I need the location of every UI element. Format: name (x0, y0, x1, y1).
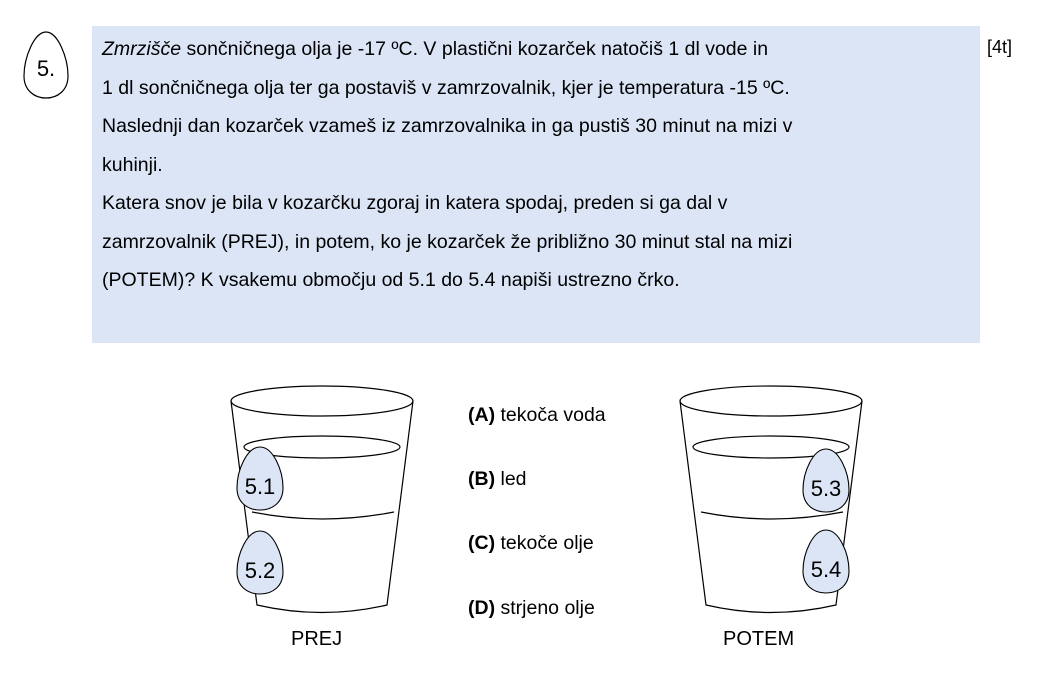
option-c-text: tekoče olje (495, 532, 594, 554)
question-line-4: kuhinji. (102, 153, 163, 176)
question-line-6: zamrzovalnik (PREJ), in potem, ko je kozarček že približno 30 minut stal na mizi (102, 230, 793, 253)
question-number-badge (22, 30, 70, 100)
region-label-5-1: 5.1 (244, 474, 276, 499)
points-label: [4t] (987, 37, 1013, 57)
option-b (468, 468, 527, 491)
question-line-5: Katera snov je bila v kozarčku zgoraj in katera spodaj, preden si ga dal v (102, 192, 728, 214)
question-number: 5. (36, 56, 56, 81)
question-line-2: 1 dl sončničnega olja ter ga postaviš v zamrzovalnik, kjer je temperatura -15 ºC. (102, 76, 790, 99)
option-a-letter: (A) (468, 404, 496, 426)
option-a-text: tekoča voda (495, 404, 606, 426)
region-marker-5-3[interactable] (803, 449, 849, 512)
caption-after: POTEM (723, 628, 795, 650)
question-line-7: (POTEM)? K vsakemu območju od 5.1 do 5.4 napiši ustrezno črko. (102, 269, 680, 291)
question-line-1 (102, 30, 970, 69)
option-d-letter: (D) (468, 597, 496, 619)
region-marker-5-2[interactable] (237, 531, 283, 594)
option-b-letter: (B) (468, 468, 496, 490)
caption-before: PREJ (291, 628, 343, 650)
option-d-text: strjeno olje (495, 597, 595, 619)
term-italic: Zmrzišče (102, 38, 182, 60)
line1-rest: sončničnega olja je -17 ºC. V plastični kozarček natočiš 1 dl vode in (181, 38, 769, 60)
region-marker-5-4[interactable] (803, 530, 849, 593)
question-line-3: Naslednji dan kozarček vzameš iz zamrzovalnika in ga pustiš 30 minut na mizi v (102, 115, 793, 137)
option-c-letter: (C) (468, 532, 496, 554)
question-text-box (92, 26, 980, 343)
option-a (468, 404, 606, 427)
option-b-text: led (495, 468, 527, 490)
region-label-5-2: 5.2 (244, 558, 276, 583)
option-c (468, 532, 594, 555)
region-label-5-3: 5.3 (810, 476, 842, 501)
option-d (468, 597, 595, 620)
region-label-5-4: 5.4 (810, 557, 842, 582)
